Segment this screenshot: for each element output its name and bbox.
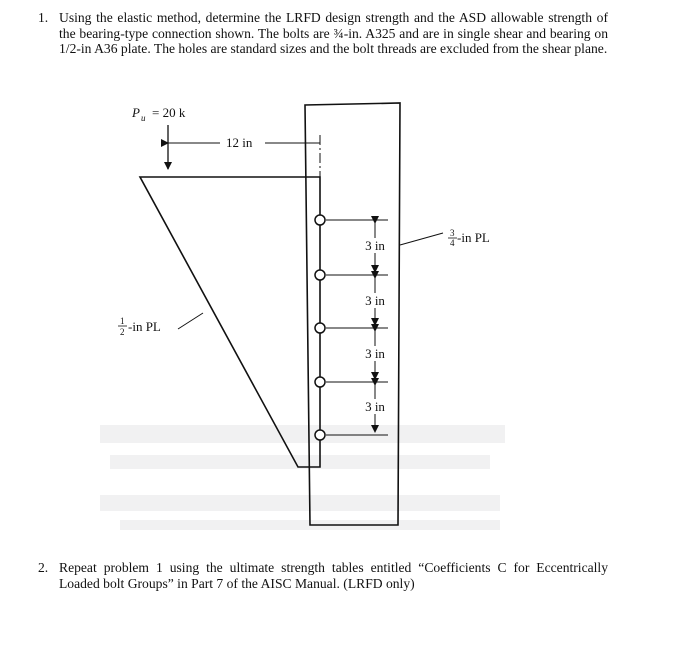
problem-1-text: Using the elastic method, determine the LRFD design strength and the ASD allowable strength of the bearing-type connection shown. The bolts are ¾-in. A325 and are in single shear and bearing on 1/2-in A36 plate. The holes are standard sizes and the bolt threads are excluded from the shear plane.	[59, 10, 608, 57]
spacing-label: 3 in	[365, 346, 385, 361]
problem-1-number: 1.	[38, 10, 49, 25]
spacing-label: 3 in	[365, 293, 385, 308]
right-plate-fraction-num: 3	[450, 228, 455, 238]
load-value: = 20 k	[152, 105, 186, 120]
problem-1	[38, 10, 608, 80]
connection-figure	[100, 95, 520, 540]
spacing-label: 3 in	[365, 399, 385, 414]
left-plate-fraction-num: 1	[120, 316, 125, 326]
right-plate-label: -in PL	[457, 230, 490, 245]
problem-2-number: 2.	[38, 560, 49, 575]
load-label: P	[132, 105, 140, 120]
load-subscript: u	[141, 113, 146, 123]
bolt-hole	[315, 215, 325, 225]
right-plate-leader	[400, 233, 443, 245]
left-plate-fraction-den: 2	[120, 327, 125, 337]
problem-2-text: Repeat problem 1 using the ultimate strength tables entitled “Coefficients C for Eccentrically Loaded bolt Groups” in Part 7 of the AISC Manual. (LRFD only)	[59, 560, 608, 591]
bolt-hole	[315, 377, 325, 387]
bolt-hole	[315, 430, 325, 440]
bolt-hole	[315, 270, 325, 280]
left-plate-leader	[178, 313, 203, 329]
bolt-hole	[315, 323, 325, 333]
background-smudge	[100, 425, 505, 530]
right-plate-fraction-den: 4	[450, 238, 455, 248]
problem-2	[38, 560, 608, 600]
spacing-label: 3 in	[365, 238, 385, 253]
eccentricity-label: 12 in	[226, 135, 253, 150]
left-plate	[140, 177, 320, 467]
left-plate-label: -in PL	[128, 319, 161, 334]
